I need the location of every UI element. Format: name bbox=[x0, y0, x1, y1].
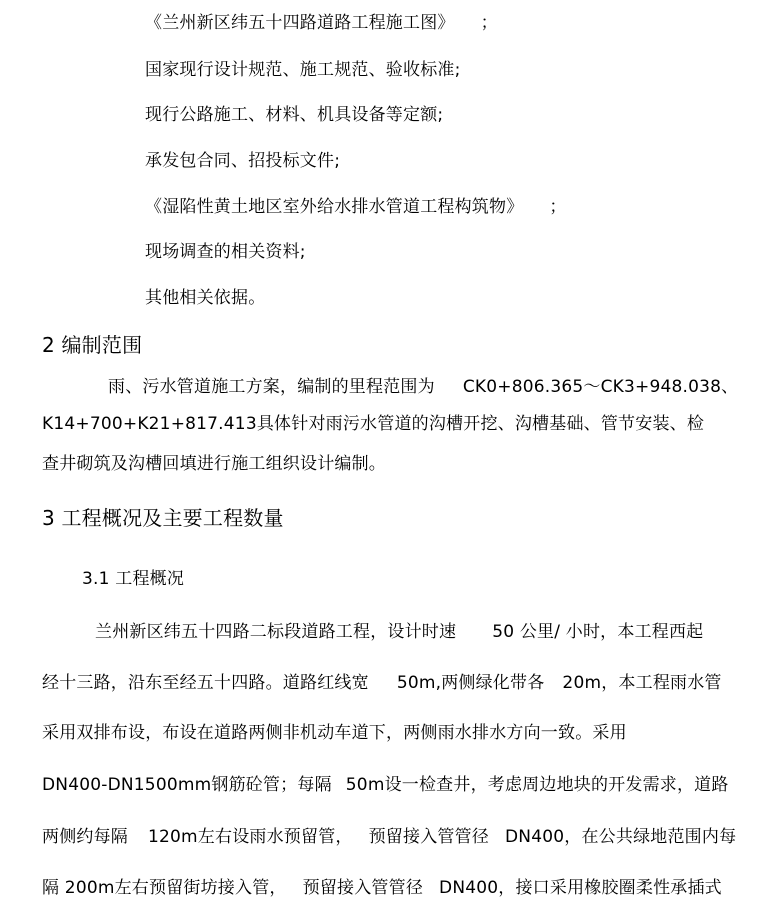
reference-item-1: 《兰州新区纬五十四路道路工程施工图》 ； bbox=[145, 13, 498, 33]
reference-item-4: 承发包合同、招投标文件; bbox=[145, 151, 341, 171]
scope-paragraph-line-1: 雨、污水管道施工方案，编制的里程范围为 CK0+806.365～CK3+948.038、 bbox=[108, 377, 739, 397]
overview-line-5: 两侧约每隔 120m左右设雨水预留管， 预留接入管管径 DN400，在公共绿地范围内每 bbox=[42, 827, 737, 847]
overview-line-6: 隔 200m左右预留街坊接入管， 预留接入管管径 DN400，接口采用橡胶圈柔性承插式 bbox=[42, 878, 722, 898]
section-3-heading: 3 工程概况及主要工程数量 bbox=[42, 506, 284, 530]
reference-item-7: 其他相关依据。 bbox=[145, 288, 266, 308]
reference-item-5: 《湿陷性黄土地区室外给水排水管道工程构筑物》 ； bbox=[145, 197, 567, 217]
overview-line-2: 经十三路，沿东至经五十四路。道路红线宽 50m,两侧绿化带各 20m，本工程雨水管 bbox=[42, 673, 722, 693]
scope-paragraph-line-2: K14+700+K21+817.413具体针对雨污水管道的沟槽开挖、沟槽基础、管节安装、检 bbox=[42, 414, 705, 434]
overview-line-1: 兰州新区纬五十四路二标段道路工程，设计时速 50 公里/ 小时，本工程西起 bbox=[95, 622, 704, 642]
reference-item-3: 现行公路施工、材料、机具设备等定额; bbox=[145, 105, 444, 125]
section-3-1-heading: 3.1 工程概况 bbox=[82, 569, 185, 589]
reference-item-6: 现场调查的相关资料; bbox=[145, 242, 306, 262]
overview-line-4: DN400-DN1500mm钢筋砼管；每隔 50m设一检查井，考虑周边地块的开发需求，道路 bbox=[42, 775, 729, 795]
scope-paragraph-line-3: 查井砌筑及沟槽回填进行施工组织设计编制。 bbox=[42, 454, 386, 474]
reference-item-2: 国家现行设计规范、施工规范、验收标准; bbox=[145, 60, 461, 80]
section-2-heading: 2 编制范围 bbox=[42, 333, 143, 357]
overview-line-3: 采用双排布设，布设在道路两侧非机动车道下，两侧雨水排水方向一致。采用 bbox=[42, 723, 627, 743]
